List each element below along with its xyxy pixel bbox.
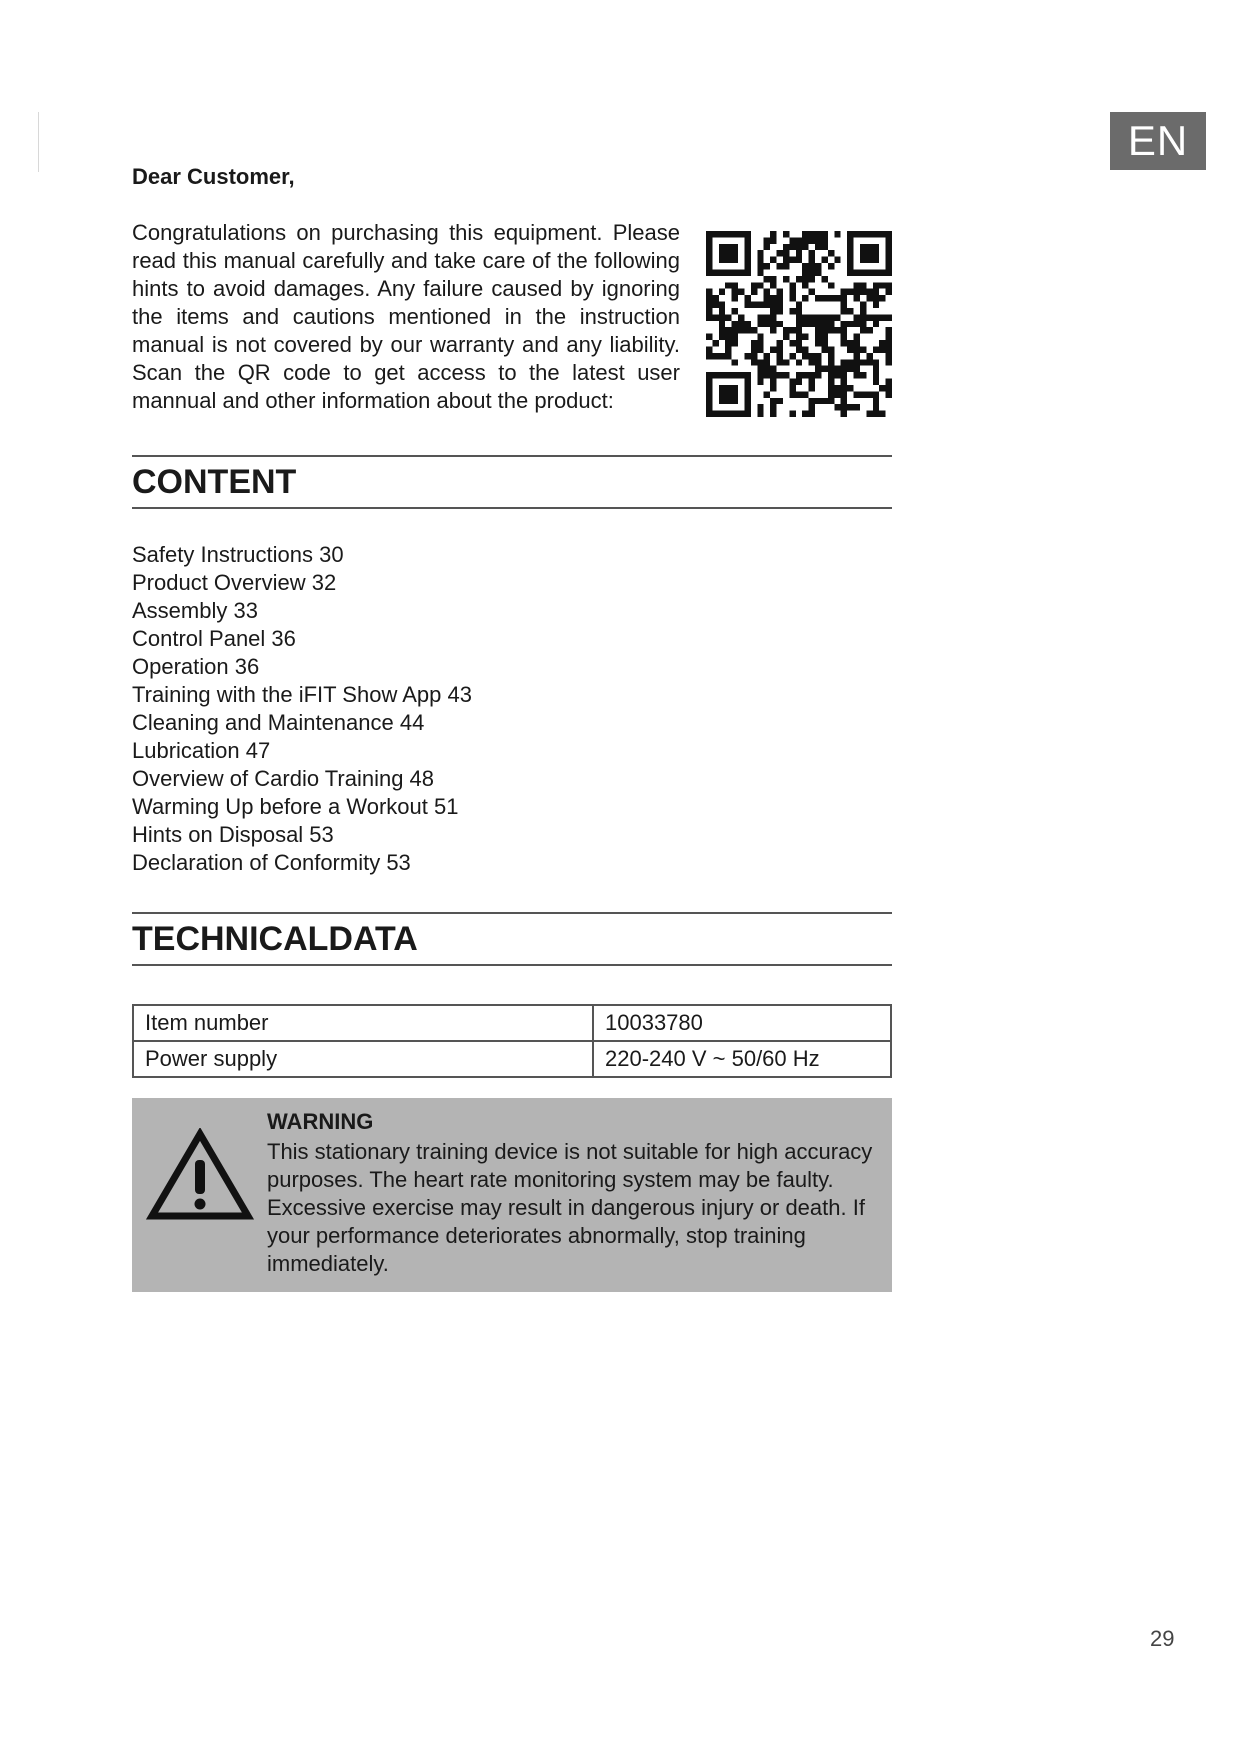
spec-value: 10033780 bbox=[593, 1005, 891, 1041]
warning-triangle-icon bbox=[146, 1128, 254, 1224]
toc-item: Control Panel 36 bbox=[132, 626, 296, 651]
warning-text: This stationary training device is not suitable for high accuracy purposes. The heart rate monitoring system may be faulty. Excessive exercise may result in dangerous injury or death. If your performance deteriorates abnormally, stop training immediately. bbox=[267, 1139, 873, 1276]
toc-item: Operation 36 bbox=[132, 654, 260, 679]
table-row bbox=[133, 1041, 891, 1077]
warning-box bbox=[132, 1098, 892, 1292]
spec-value: 220-240 V ~ 50/60 Hz bbox=[593, 1041, 891, 1077]
table-row bbox=[133, 1005, 891, 1041]
spec-label: Item number bbox=[133, 1005, 593, 1041]
toc-item: Hints on Disposal 53 bbox=[132, 822, 334, 847]
toc-item: Safety Instructions 30 bbox=[132, 542, 344, 567]
toc-item: Product Overview 32 bbox=[132, 570, 337, 595]
page-number: 29 bbox=[1150, 1626, 1175, 1651]
spec-label: Power supply bbox=[133, 1041, 593, 1077]
toc-item: Lubrication 47 bbox=[132, 738, 271, 763]
toc-item: Cleaning and Maintenance 44 bbox=[132, 710, 425, 735]
greeting: Dear Customer, bbox=[132, 164, 295, 189]
warning-heading: WARNING bbox=[267, 1109, 374, 1134]
technical-data-table bbox=[132, 1004, 892, 1078]
intro-paragraph: Congratulations on purchasing this equipment. Please read this manual carefully and take care of the following hints to avoid damages. Any failure caused by ignoring the items and cautions mentioned in the instruction manual is not covered by our warranty and any liability. Scan the QR code to get access to the latest user mannual and other information about the product: bbox=[132, 220, 680, 413]
toc-item: Assembly 33 bbox=[132, 598, 258, 623]
table-of-contents bbox=[132, 541, 472, 877]
content-heading: CONTENT bbox=[132, 455, 892, 509]
technical-data-heading: TECHNICALDATA bbox=[132, 912, 892, 966]
toc-item: Training with the iFIT Show App 43 bbox=[132, 682, 472, 707]
qr-code-icon bbox=[706, 231, 892, 417]
toc-item: Overview of Cardio Training 48 bbox=[132, 766, 435, 791]
language-badge: EN bbox=[1110, 112, 1206, 170]
toc-item: Warming Up before a Workout 51 bbox=[132, 794, 459, 819]
margin-mark bbox=[38, 112, 39, 172]
toc-item: Declaration of Conformity 53 bbox=[132, 850, 411, 875]
